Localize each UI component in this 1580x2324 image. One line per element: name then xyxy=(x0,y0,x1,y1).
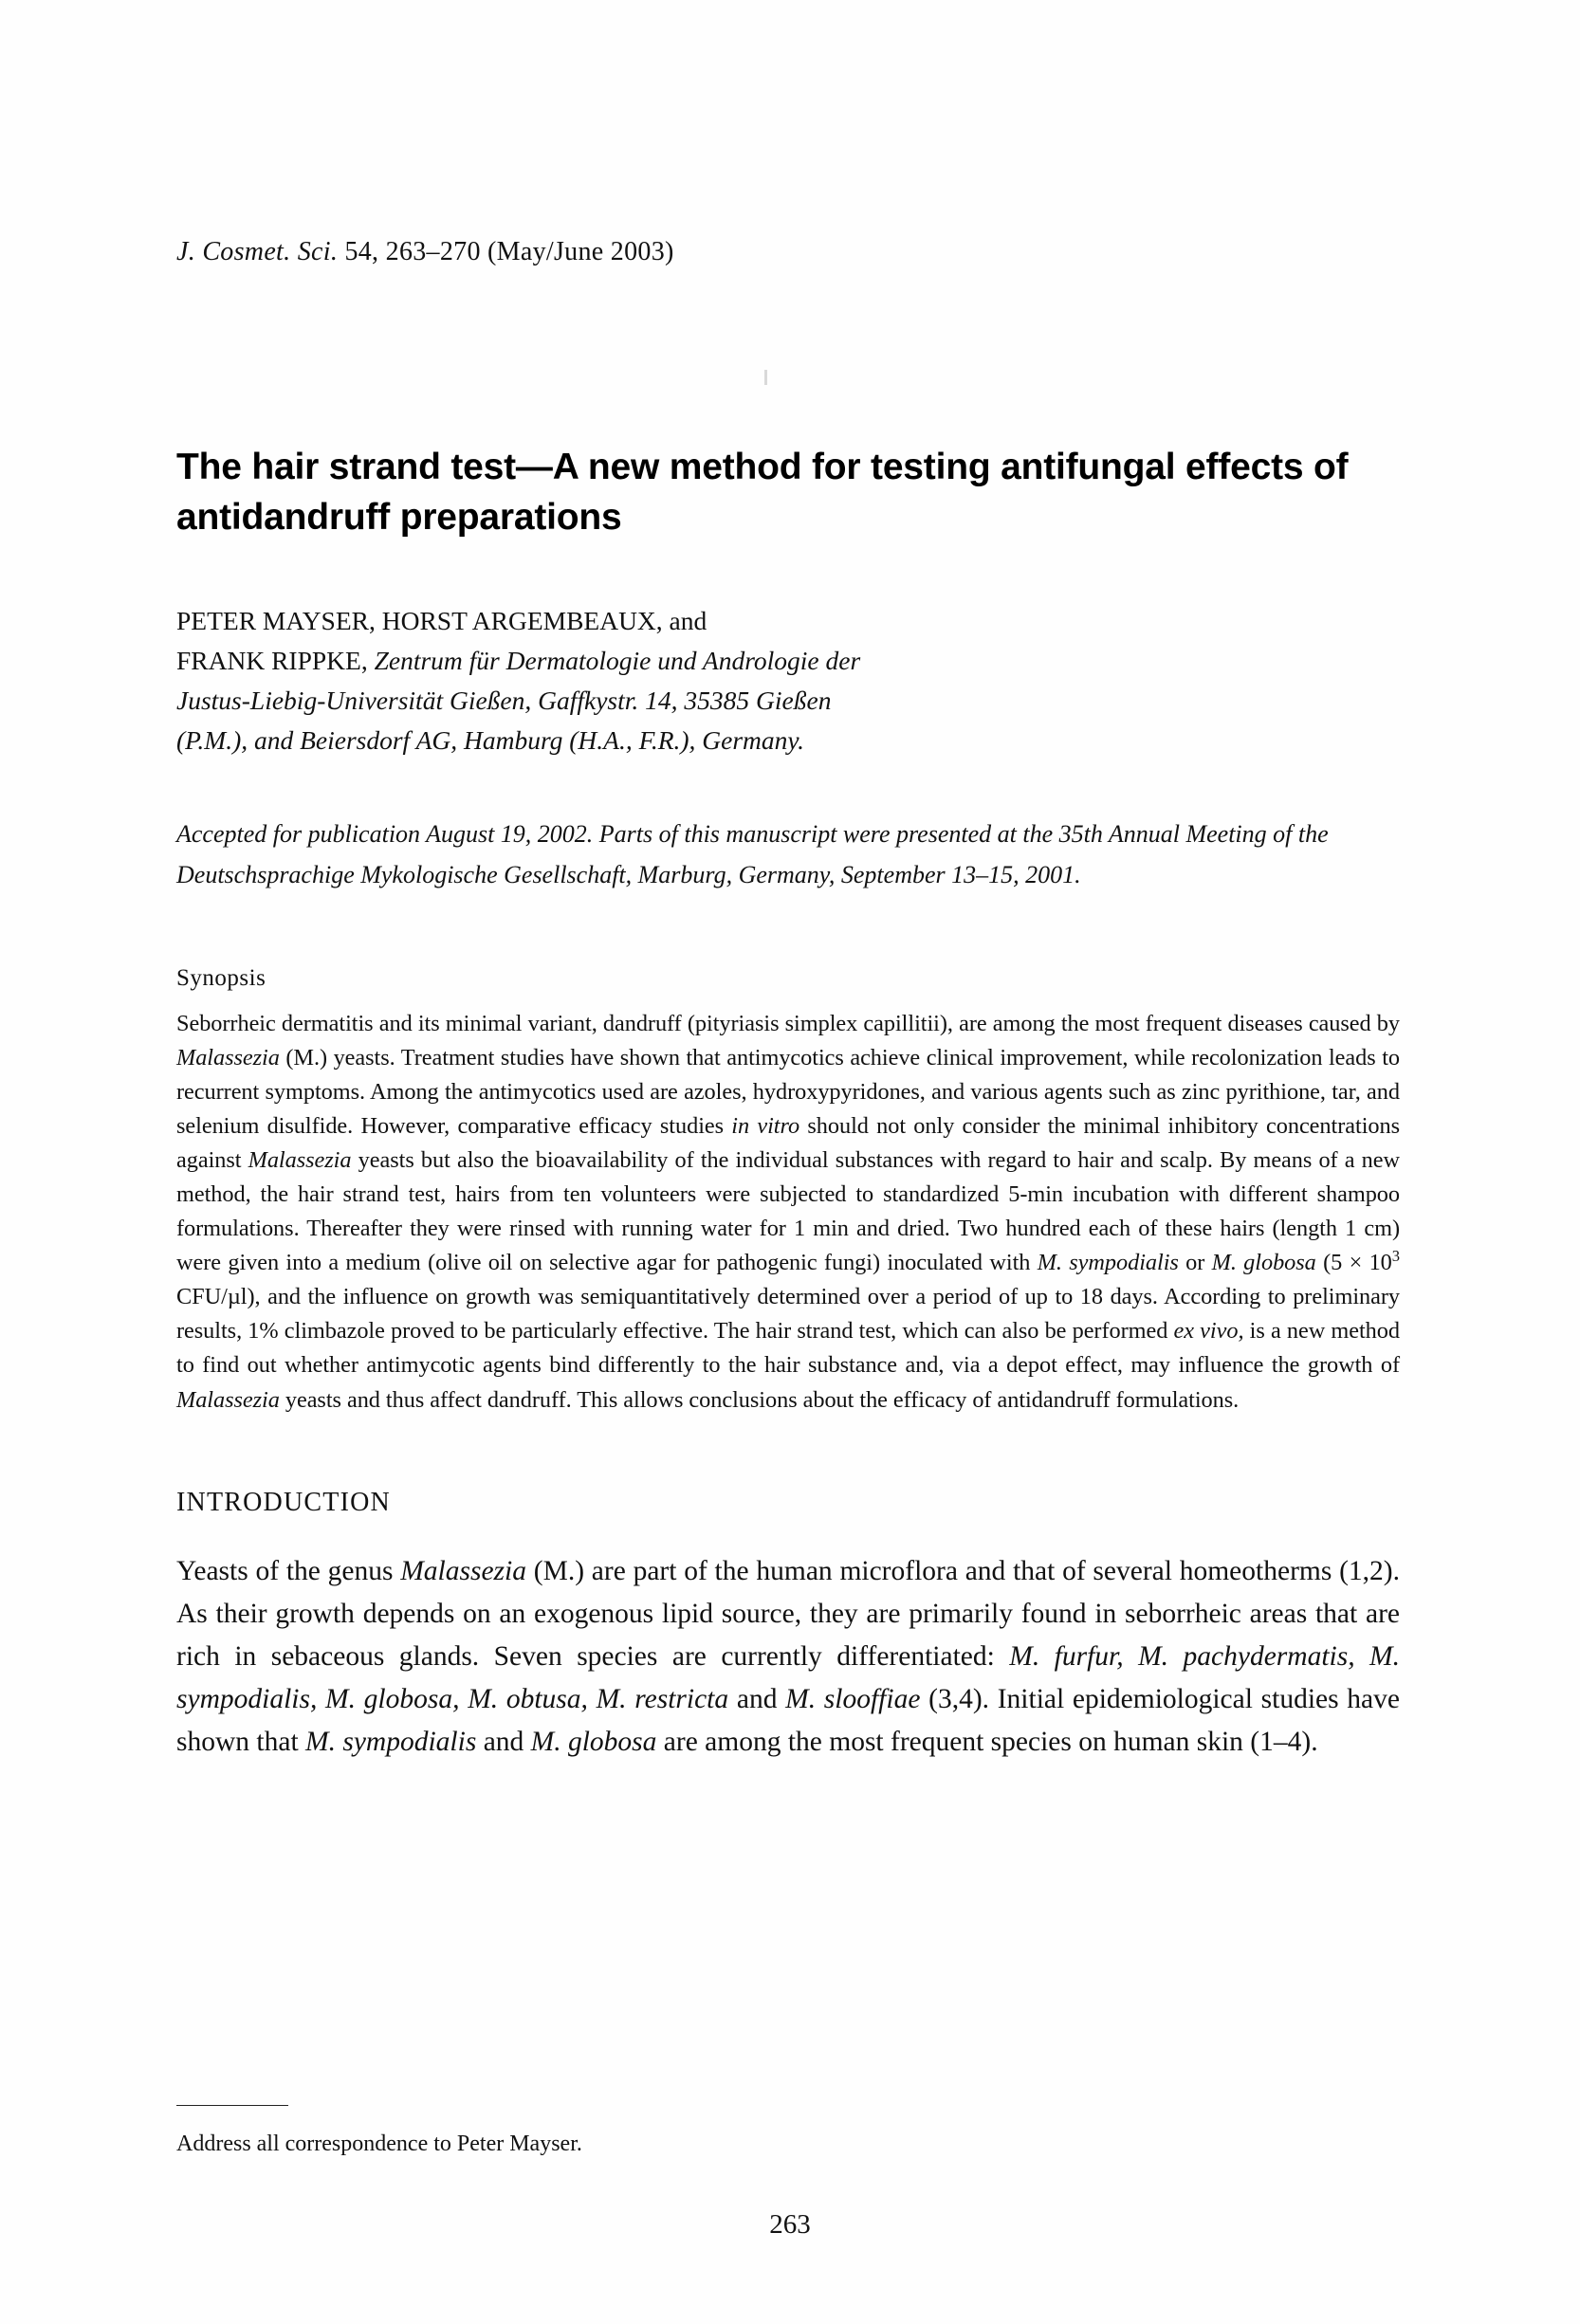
synopsis-paragraph xyxy=(176,1007,1400,1418)
footnote-correspondence: Address all correspondence to Peter Mayser. xyxy=(176,2132,582,2156)
intro-seg-6: are among the most frequent species on human skin (1–4). xyxy=(656,1727,1318,1758)
journal-citation-line xyxy=(176,237,1400,267)
synopsis-superscript-exponent: 3 xyxy=(1391,1247,1400,1266)
author-block xyxy=(176,601,1400,759)
intro-italic-globosa: M. globosa xyxy=(530,1727,657,1758)
page-number: 263 xyxy=(769,2209,811,2240)
author-line-2 xyxy=(176,641,1400,681)
synopsis-seg-7: CFU/µl), and the influence on growth was semiquantitatively determined over a period of up to 18 days. According to preliminary results, 1% climbazole proved to be particularly effective. The hair strand test, which can also be performed xyxy=(176,1284,1400,1345)
synopsis-italic-malassezia-2: Malassezia xyxy=(248,1147,352,1173)
intro-seg-4: (3,4). Initial epidemiological studies have shown that xyxy=(176,1684,1400,1758)
introduction-paragraph xyxy=(176,1550,1400,1765)
synopsis-italic-globosa: M. globosa xyxy=(1211,1250,1316,1276)
section-heading-introduction: INTRODUCTION xyxy=(176,1487,391,1517)
affiliation-part-1: Zentrum für Dermatologie und Andrologie der xyxy=(374,646,861,676)
synopsis-seg-1: Seborrheic dermatitis and its minimal variant, dandruff (pityriasis simplex capillitii), are among the most frequent diseases caused by xyxy=(176,1010,1400,1036)
intro-italic-malassezia: Malassezia xyxy=(400,1555,526,1586)
journal-citation: 54, 263–270 (May/June 2003) xyxy=(344,237,674,266)
synopsis-seg-3: should not only consider the minimal inhibitory concentrations against xyxy=(176,1112,1400,1173)
synopsis-italic-invitro: in vitro xyxy=(731,1112,800,1139)
synopsis-seg-8: is a new method to find out whether antimycotic agents bind differently to the hair substance and, via a depot effect, may influence the growth of xyxy=(176,1318,1400,1379)
synopsis-italic-malassezia-1: Malassezia xyxy=(176,1044,280,1071)
accepted-note: Accepted for publication August 19, 2002. Parts of this manuscript were presented at the 35th Annual Meeting of the Deutschsprachige Mykologische Gesellschaft, Marburg, Germany, September 13–15, 2001. xyxy=(176,820,1329,888)
intro-seg-3: and xyxy=(728,1684,786,1714)
synopsis-seg-2: (M.) yeasts. Treatment studies have shown that antimycotics achieve clinical improvement, while recolonization leads to recurrent symptoms. Among the antimycotics used are azoles, hydroxypyridones, and various agents such as zinc pyrithione, tar, and selenium disulfide. However, comparative efficacy studies xyxy=(176,1044,1400,1139)
intro-italic-slooffiae: M. slooffiae xyxy=(785,1684,921,1714)
affiliation-part-2: Justus-Liebig-Universität Gießen, Gaffkystr. 14, 35385 Gießen xyxy=(176,685,832,715)
page-content xyxy=(176,0,1400,1764)
synopsis-heading: Synopsis xyxy=(176,964,266,991)
intro-italic-species-list: M. furfur, M. pachydermatis, M. sympodialis, M. globosa, M. obtusa, M. restricta xyxy=(176,1640,1400,1714)
intro-seg-2: (M.) are part of the human microflora and that of several homeotherms (1,2). As their growth depends on an exogenous lipid source, they are primarily found in seborrheic areas that are rich in sebaceous glands. Seven species are currently differentiated: xyxy=(176,1555,1400,1672)
author-line-1: PETER MAYSER, HORST ARGEMBEAUX, and xyxy=(176,606,707,636)
footnote-divider xyxy=(176,2105,288,2106)
synopsis-italic-malassezia-3: Malassezia xyxy=(176,1386,280,1413)
page-title: The hair strand test—A new method for testing antifungal effects of antidandruff preparations xyxy=(176,447,1349,538)
synopsis-seg-4: yeasts but also the bioavailability of the individual substances with regard to hair and scalp. By means of a new method, the hair strand test, hairs from ten volunteers were subjected to standardized 5-min incubation with different shampoo formulations. Thereafter they were rinsed with running water for 1 min and dried. Two hundred each of these hairs (length 1 cm) were given into a medium (olive oil on selective agar for pathogenic fungi) inoculated with xyxy=(176,1147,1400,1276)
affiliation-part-3: (P.M.), and Beiersdorf AG, Hamburg (H.A., F.R.), Germany. xyxy=(176,724,804,755)
synopsis-seg-9: yeasts and thus affect dandruff. This allows conclusions about the efficacy of antidandruff formulations. xyxy=(279,1386,1240,1413)
intro-seg-5: and xyxy=(476,1727,531,1758)
synopsis-seg-6: (5 × 10 xyxy=(1315,1250,1392,1276)
intro-seg-1: Yeasts of the genus xyxy=(176,1555,401,1586)
synopsis-italic-sympodialis: M. sympodialis xyxy=(1037,1250,1179,1276)
synopsis-italic-exvivo: ex vivo, xyxy=(1173,1318,1244,1345)
intro-italic-sympodialis: M. sympodialis xyxy=(305,1727,477,1758)
synopsis-seg-5: or xyxy=(1178,1250,1212,1276)
journal-name: J. Cosmet. Sci. xyxy=(176,237,339,266)
author-name-rippke: FRANK RIPPKE, xyxy=(176,646,375,676)
